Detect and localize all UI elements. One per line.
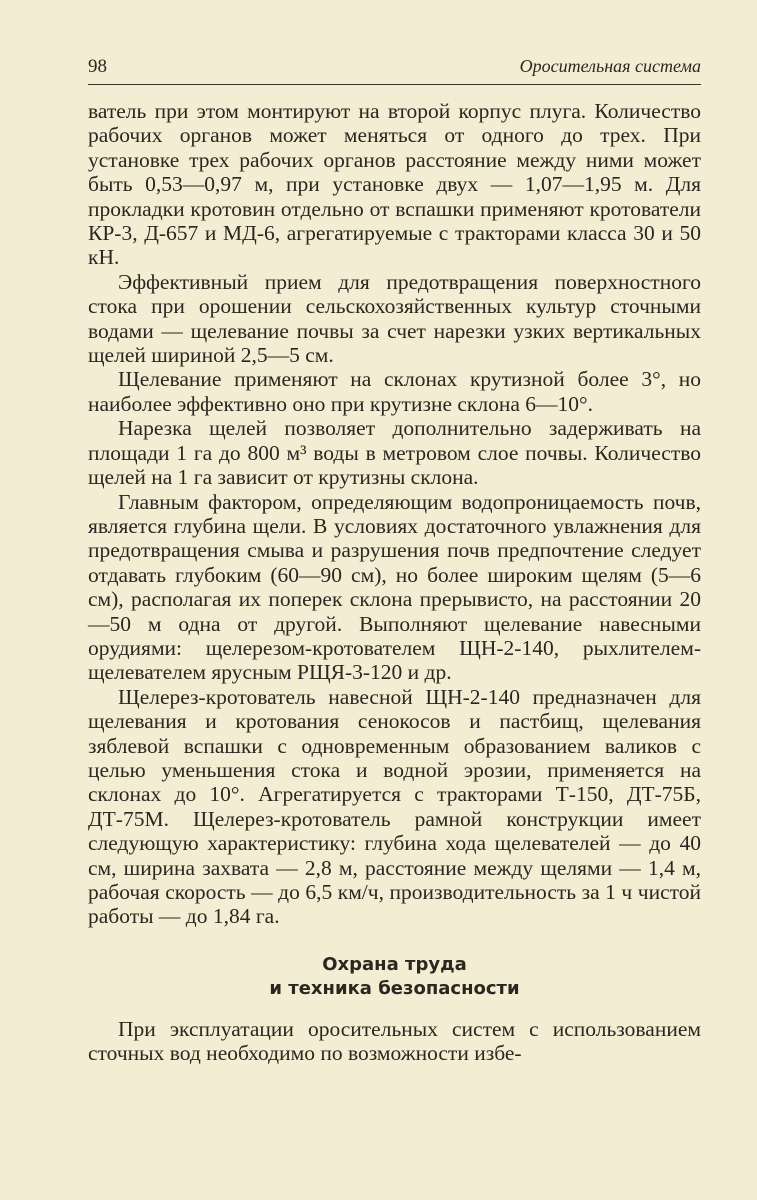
section-heading-line-1: Охрана труда (322, 953, 467, 975)
paragraph-4: Нарезка щелей позволяет дополнительно задерживать на площади 1 га до 800 м³ воды в метровом слое почвы. Количество щелей на 1 га зависит от крутизны склона. (88, 416, 701, 490)
paragraph-1: ватель при этом монтируют на второй корпус плуга. Количество рабочих органов может меняться от одного до трех. При установке трех рабочих органов расстояние между ними может быть 0,53—0,97 м, при установке двух — 1,07—1,95 м. Для прокладки кротовин отдельно от вспашки применяют кротователи КР-3, Д-657 и МД-6, агрегатируемые с тракторами класса 30 и 50 кН. (88, 99, 701, 270)
book-page (88, 56, 701, 1066)
running-header (88, 56, 701, 85)
paragraph-3: Щелевание применяют на склонах крутизной более 3°, но наиболее эффективно оно при крутизне склона 6—10°. (88, 367, 701, 416)
section-heading (88, 953, 701, 1001)
page-body (88, 99, 701, 1066)
section-heading-line-2: и техника безопасности (269, 977, 520, 999)
running-section-title: Оросительная система (519, 56, 701, 76)
paragraph-6: Щелерез-кротователь навесной ЩН-2-140 предназначен для щелевания и кротования сенокосов и пастбищ, щелевания зяблевой вспашки с одновременным образованием валиков с целью уменьшения стока и водной эрозии, применяется на склонах до 10°. Агрегатируется с тракторами Т-150, ДТ-75Б, ДТ-75М. Щелерез-кротователь рамной конструкции имеет следующую характеристику: глубина хода щелевателей — до 40 см, ширина захвата — 2,8 м, расстояние между щелями — 1,4 м, рабочая скорость — до 6,5 км/ч, производительность за 1 ч чистой работы — до 1,84 га. (88, 684, 701, 929)
paragraph-5: Главным фактором, определяющим водопроницаемость почв, является глубина щели. В условиях достаточного увлажнения для предотвращения смыва и разрушения почв предпочтение следует отдавать глубоким (60—90 см), но более широким щелям (5—6 см), располагая их поперек склона прерывисто, на расстоянии 20—50 м одна от другой. Выполняют щелевание навесными орудиями: щелерезом-кротователем ЩН-2-140, рыхлителем-щелевателем ярусным РЩЯ-3-120 и др. (88, 489, 701, 685)
paragraph-7: При эксплуатации оросительных систем с использованием сточных вод необходимо по возможности избе- (88, 1016, 701, 1066)
page-number: 98 (88, 56, 107, 77)
paragraph-2: Эффективный прием для предотвращения поверхностного стока при орошении сельскохозяйственных культур сточными водами — щелевание почвы за счет нарезки узких вертикальных щелей шириной 2,5—5 см. (88, 269, 701, 368)
